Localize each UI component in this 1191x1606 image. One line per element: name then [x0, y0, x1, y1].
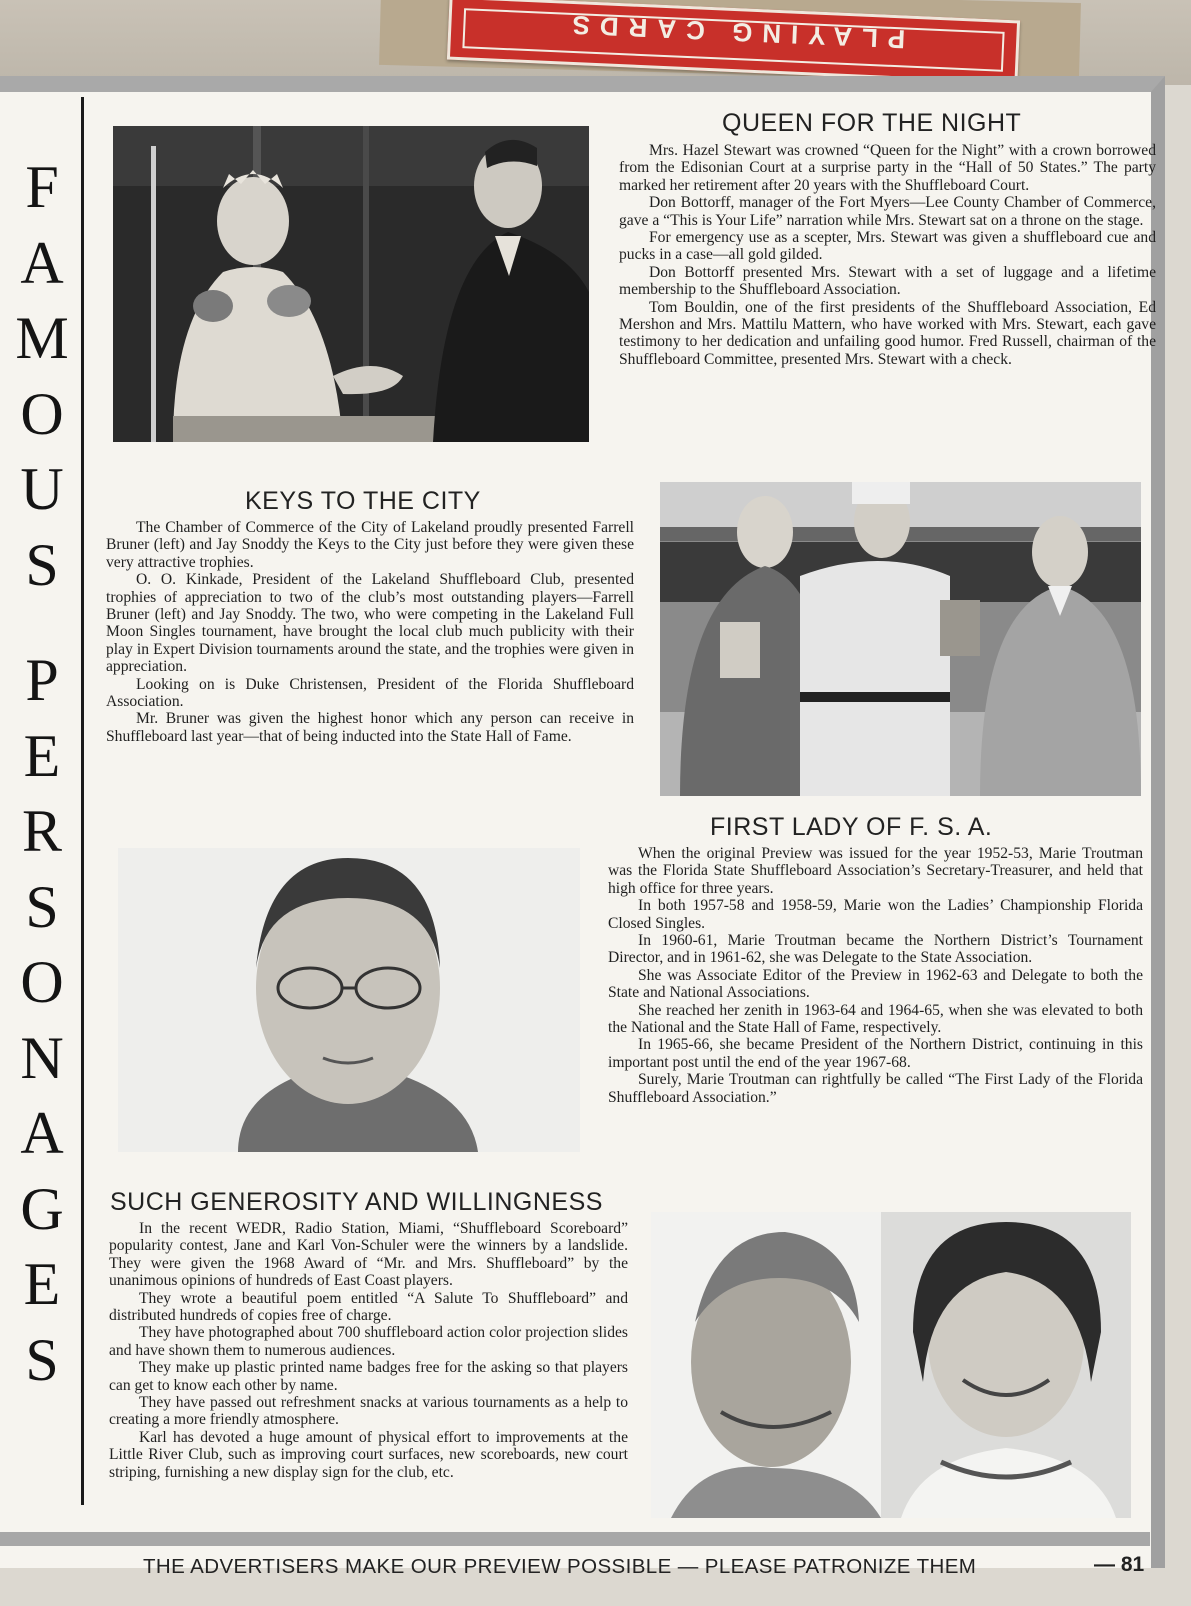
footer-text: THE ADVERTISERS MAKE OUR PREVIEW POSSIBLE — PLEASE PATRONIZE THEM: [143, 1555, 977, 1578]
keys-title: KEYS TO THE CITY: [245, 487, 481, 515]
queen-body: Mrs. Hazel Stewart was crowned “Queen for the Night” with a crown borrowed from the Edisonian Court at a surprise party in the “Hall of 50 States.” The party marked her retirement after 20 years with the Shuffleboard Court. Don Bottorff, manager of the Fort Myers—Lee County Chamber of Commerce, gave a “This is Your Life” narration while Mrs. Stewart sat on a throne on the stage. For emergency use as a scepter, Mrs. Stewart was given a shuffleboard cue and pucks in a case—all gold gilded. Don Bottorff presented Mrs. Stewart with a set of luggage and a lifetime membership to the Shuffleboard Association. Tom Bouldin, one of the first presidents of the Shuffleboard Association, Ed Mershon and Mrs. Mattilu Mattern, who have worked with Mrs. Stewart, each gave testimony to her dedication and unfailing good humor. Fred Russell, chairman of the Shuffleboard Committee, presented Mrs. Stewart with a check.: [619, 142, 1156, 368]
queen-title: QUEEN FOR THE NIGHT: [722, 109, 1022, 137]
first-lady-body: When the original Preview was issued for the year 1952-53, Marie Troutman was the Florida State Shuffleboard Association’s Secretary-Treasurer, and held that high office for three years. In both 1957-58 and 1958-59, Marie won the Ladies’ Championship Florida Closed Singles. In 1960-61, Marie Troutman became the Northern District’s Tournament Director, and in 1961-62, she was Delegate to the State Association. She was Associate Editor of the Preview in 1962-63 and Delegate to both the State and National Associations. She reached her zenith in 1963-64 and 1964-65, when she was elevated to both the National and the State Hall of Fame, respectively. In 1965-66, she became President of the Northern District, continuing in this important post until the end of the year 1967-68. Surely, Marie Troutman can rightfully be called “The First Lady of the Florida Shuffleboard Association.”: [608, 845, 1143, 1106]
first-lady-photo: [118, 848, 580, 1152]
vertical-rule: [81, 97, 84, 1505]
keys-photo: [660, 482, 1141, 796]
generosity-title: SUCH GENEROSITY AND WILLINGNESS: [110, 1188, 603, 1216]
page-number: — 81: [1094, 1553, 1145, 1576]
first-lady-title: FIRST LADY OF F. S. A.: [710, 813, 993, 841]
vonschuler-photo: [651, 1212, 1131, 1518]
side-title: F A M O U S P E R S O N A G E S: [15, 154, 69, 1393]
queen-photo: [113, 126, 589, 442]
keys-body: The Chamber of Commerce of the City of Lakeland proudly presented Farrell Bruner (left) and Jay Snoddy the Keys to the City just before they were given these very attractive trophies. O. O. Kinkade, President of the Lakeland Shuffleboard Club, presented trophies of appreciation to two of the club’s most outstanding players—Farrell Bruner (left) and Jay Snoddy. The two, who were competing in the Lakeland Full Moon Singles tournament, have brought the local club much publicity with their play in Expert Division tournaments around the state, and the trophies were given in appreciation. Looking on is Duke Christensen, President of the Florida Shuffleboard Association. Mr. Bruner was given the highest honor which any person can receive in Shuffleboard last year—that of being inducted into the State Hall of Fame.: [106, 519, 634, 745]
bottom-rule: [0, 1532, 1150, 1546]
generosity-body: In the recent WEDR, Radio Station, Miami, “Shuffleboard Scoreboard” popularity contest, Jane and Karl Von-Schuler were the winners by a landslide. They were given the 1968 Award of “Mr. and Mrs. Shuffleboard” by the unanimous opinions of hundreds of East Coast players. They wrote a beautiful poem entitled “A Salute To Shuffleboard” and distributed hundreds of copies free of charge. They have photographed about 700 shuffleboard action color projection slides and have shown them to numerous audiences. They make up plastic printed name badges free for the asking so that players can get to know each other by name. They have passed out refreshment snacks at various tournaments as a help to creating a more friendly atmosphere. Karl has devoted a huge amount of physical effort to improvements at the Little River Club, such as improving court surfaces, new scoreboards, new court striping, furnishing a new display sign for the club, etc.: [109, 1220, 628, 1481]
playing-cards-label: PLAYING CARDS: [561, 9, 906, 55]
